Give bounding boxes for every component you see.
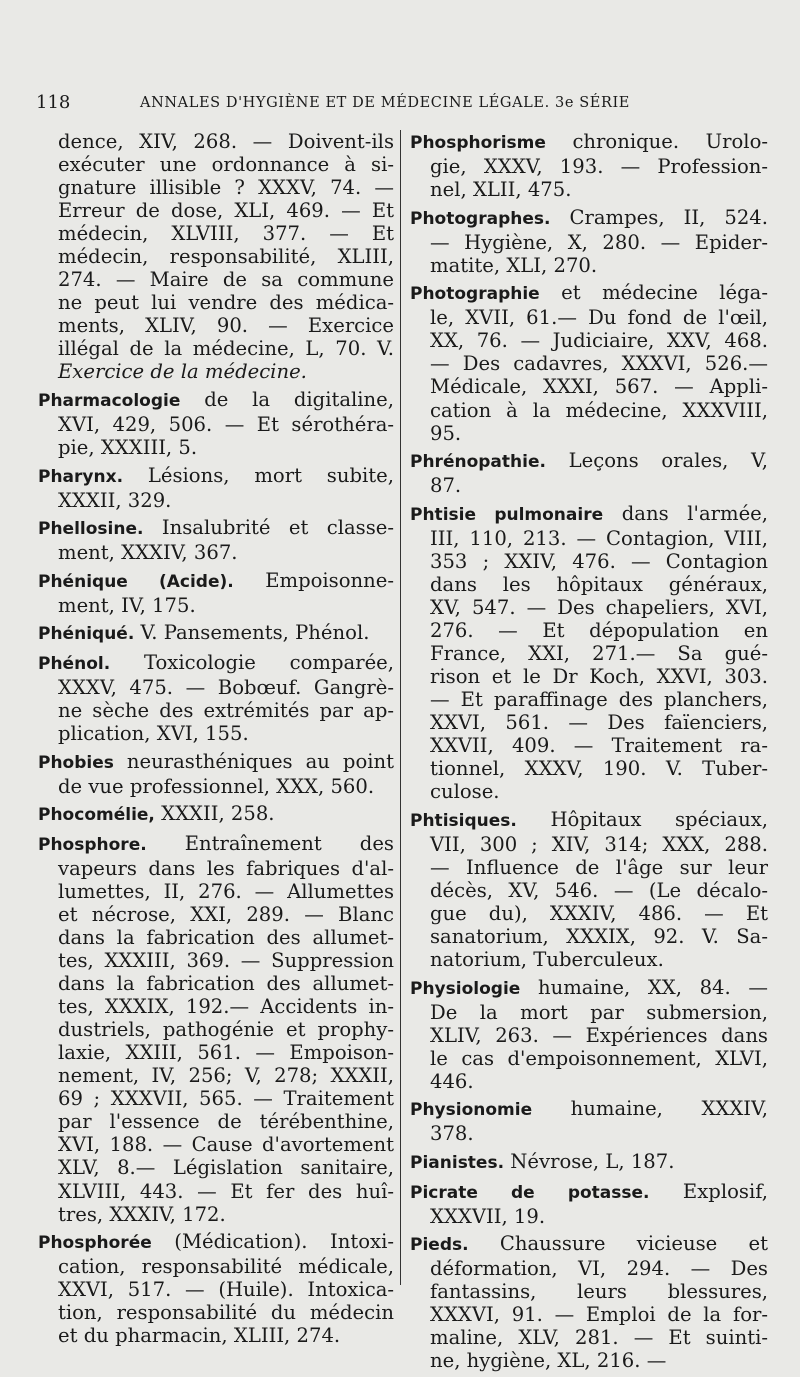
index-line: 446. bbox=[430, 1069, 474, 1093]
index-line: dence, XIV, 268. — Doivent-ils bbox=[58, 130, 394, 153]
index-line: Médicale, XXXI, 567. — Appli- bbox=[430, 375, 768, 399]
index-line bbox=[410, 449, 768, 474]
left-column bbox=[38, 130, 394, 1352]
index-line: 378. bbox=[430, 1122, 474, 1146]
index-line: 353 ; XXIV, 476. — Contagion bbox=[430, 549, 768, 573]
index-line: De la mort par submersion, bbox=[430, 1000, 768, 1024]
entry-text: humaine, XX, 84. — bbox=[520, 975, 768, 999]
entry-headword: Phosphore. bbox=[38, 834, 147, 855]
entry-text: (Médication). Intoxi- bbox=[151, 1230, 394, 1254]
index-line: exécuter une ordonnance à si- bbox=[58, 153, 394, 177]
index-line bbox=[38, 516, 394, 541]
index-line: dans la fabrication des allumet- bbox=[58, 972, 394, 996]
index-line: — Et paraffinage des planchers, bbox=[430, 688, 768, 712]
index-line: le cas d'empoisonnement, XLVI, bbox=[430, 1046, 768, 1070]
index-line: nel, XLII, 475. bbox=[430, 178, 572, 202]
entry-text: humaine, XXXIV, bbox=[532, 1097, 768, 1121]
running-title: ANNALES D'HYGIÈNE ET DE MÉDECINE LÉGALE. 3e SÉRIE bbox=[140, 95, 630, 111]
entry-headword: Phosphorée bbox=[38, 1233, 152, 1254]
entry-text: Explosif, bbox=[649, 1179, 768, 1203]
index-entry bbox=[410, 1232, 768, 1372]
index-entry bbox=[38, 1230, 394, 1347]
index-line: ment, XXXIV, 367. bbox=[58, 541, 238, 565]
entry-headword: Pieds. bbox=[410, 1235, 469, 1256]
index-line bbox=[410, 1180, 768, 1205]
index-line: décès, XV, 546. — (Le décalo- bbox=[430, 878, 768, 902]
index-line bbox=[410, 281, 768, 306]
index-entry bbox=[410, 449, 768, 497]
index-line: ments, XLIV, 90. — Exercice bbox=[58, 314, 394, 338]
entry-text: Insalubrité et classe- bbox=[143, 516, 394, 540]
entry-headword: Phéniqué. bbox=[38, 624, 135, 645]
index-entry bbox=[410, 206, 768, 277]
index-line: fantassins, leurs blessures, bbox=[430, 1280, 768, 1304]
index-line: cation à la médecine, XXXVIII, bbox=[430, 398, 768, 422]
entry-headword: Picrate de potasse. bbox=[410, 1182, 650, 1203]
index-line: XXVII, 409. — Traitement ra- bbox=[430, 734, 768, 758]
index-entry bbox=[410, 976, 768, 1093]
index-line: France, XXI, 271.— Sa gué- bbox=[430, 641, 768, 665]
index-line: le, XVII, 61.— Du fond de l'œil, bbox=[430, 306, 768, 330]
index-line: XLV, 8.— Législation sanitaire, bbox=[58, 1156, 394, 1180]
entry-headword: Phocomélie, bbox=[38, 805, 155, 826]
index-line: — Des cadavres, XXXVI, 526.— bbox=[430, 352, 768, 376]
right-column bbox=[410, 130, 768, 1377]
entry-text: Empoisonne- bbox=[233, 568, 394, 592]
index-line: sanatorium, XXXIX, 92. V. Sa- bbox=[430, 925, 768, 949]
index-line: ne, hygiène, XL, 216. — bbox=[430, 1349, 667, 1373]
index-line: illégal de la médecine, L, 70. V. bbox=[58, 337, 394, 361]
index-entry bbox=[38, 388, 394, 459]
index-line bbox=[38, 388, 394, 413]
index-line: XVI, 429, 506. — Et sérothéra- bbox=[58, 413, 394, 437]
entry-headword: Phtisiques. bbox=[410, 810, 517, 831]
index-line bbox=[410, 1097, 768, 1122]
index-line: Erreur de dose, XLI, 469. — Et bbox=[58, 199, 394, 223]
entry-headword: Pharmacologie bbox=[38, 391, 181, 412]
index-line: rison et le Dr Koch, XXVI, 303. bbox=[430, 665, 768, 689]
index-line: XXXVI, 91. — Emploi de la for- bbox=[430, 1303, 768, 1327]
index-line: tionnel, XXXV, 190. V. Tuber- bbox=[430, 757, 768, 781]
index-line: Exercice de la médecine. bbox=[58, 360, 307, 384]
column-divider bbox=[400, 130, 401, 1285]
index-line: plication, XVI, 155. bbox=[58, 722, 249, 746]
index-entry bbox=[38, 832, 394, 1226]
page-number: 118 bbox=[36, 92, 71, 113]
index-entry bbox=[38, 750, 394, 798]
index-line: — Influence de l'âge sur leur bbox=[430, 855, 768, 879]
index-line: 95. bbox=[430, 421, 462, 445]
index-line: XV, 547. — Des chapeliers, XVI, bbox=[430, 595, 768, 619]
index-line: 276. — Et dépopulation en bbox=[430, 618, 768, 642]
index-line: 274. — Maire de sa commune bbox=[58, 268, 394, 292]
index-entry bbox=[410, 502, 768, 804]
index-line: gie, XXXV, 193. — Profession- bbox=[430, 155, 768, 179]
index-line: XXXV, 475. — Bobœuf. Gangrè- bbox=[58, 676, 394, 700]
index-line: tes, XXXIX, 192.— Accidents in- bbox=[58, 995, 394, 1019]
index-line: vapeurs dans les fabriques d'al- bbox=[58, 856, 394, 880]
entry-headword: Pharynx. bbox=[38, 466, 124, 487]
entry-headword: Phosphorisme bbox=[410, 133, 546, 153]
index-line: III, 110, 213. — Contagion, VIII, bbox=[430, 526, 768, 550]
entry-text: Névrose, L, 187. bbox=[504, 1149, 675, 1173]
index-line: maline, XLV, 281. — Et suinti- bbox=[430, 1326, 768, 1350]
index-entry bbox=[410, 281, 768, 444]
index-line: XXXVII, 19. bbox=[430, 1204, 546, 1228]
index-line bbox=[38, 1230, 394, 1255]
index-line: ne sèche des extrémités par ap- bbox=[58, 699, 394, 723]
index-line: tres, XXXIV, 172. bbox=[58, 1202, 226, 1226]
entry-text: Hôpitaux spéciaux, bbox=[516, 807, 768, 831]
running-header bbox=[36, 92, 762, 118]
index-entry bbox=[410, 1180, 768, 1228]
index-entry bbox=[38, 621, 394, 646]
index-entry bbox=[38, 651, 394, 745]
index-entry bbox=[38, 802, 394, 827]
index-line: pie, XXXIII, 5. bbox=[58, 436, 198, 460]
index-line: et du pharmacin, XLIII, 274. bbox=[58, 1324, 341, 1348]
entry-headword: Phénique (Acide). bbox=[38, 571, 234, 592]
entry-headword: Phobies bbox=[38, 752, 114, 773]
index-line: ment, IV, 175. bbox=[58, 593, 196, 617]
index-line: VII, 300 ; XIV, 314; XXX, 288. bbox=[430, 832, 768, 856]
index-line: gue du), XXXIV, 486. — Et bbox=[430, 902, 768, 925]
entry-headword: Phellosine. bbox=[38, 519, 144, 540]
entry-headword: Photographie bbox=[410, 284, 540, 305]
index-line: cation, responsabilité médicale, bbox=[58, 1255, 394, 1279]
index-line: XXVI, 517. — (Huile). Intoxica- bbox=[58, 1278, 394, 1302]
entry-text: XXXII, 258. bbox=[154, 802, 275, 826]
index-line: et nécrose, XXI, 289. — Blanc bbox=[58, 902, 394, 926]
index-line: dans les hôpitaux généraux, bbox=[430, 572, 768, 596]
index-line: lumettes, II, 276. — Allumettes bbox=[58, 879, 394, 903]
entry-text: neurasthéniques au point bbox=[113, 749, 394, 773]
index-line: matite, XLI, 270. bbox=[430, 253, 598, 277]
entry-text: Lésions, mort subite, bbox=[123, 463, 394, 487]
index-entry bbox=[410, 808, 768, 971]
index-line bbox=[38, 621, 394, 646]
entry-text: dans l'armée, bbox=[603, 501, 768, 525]
entry-text: Crampes, II, 524. bbox=[550, 205, 768, 229]
index-line: — Hygiène, X, 280. — Epider- bbox=[430, 230, 768, 254]
index-entry bbox=[410, 1150, 768, 1175]
index-line: médecin, XLVIII, 377. — Et bbox=[58, 222, 394, 246]
index-line bbox=[410, 206, 768, 231]
index-line: dans la fabrication des allumet- bbox=[58, 926, 394, 949]
index-line bbox=[38, 832, 394, 857]
index-line: 69 ; XXXVII, 565. — Traitement bbox=[58, 1087, 394, 1111]
entry-headword: Phénol. bbox=[38, 653, 111, 674]
entry-text: Chaussure vicieuse et bbox=[468, 1232, 768, 1256]
entry-text: de la digitaline, bbox=[180, 388, 394, 412]
index-line: dustriels, pathogénie et prophy- bbox=[58, 1018, 394, 1042]
index-line: médecin, responsabilité, XLIII, bbox=[58, 245, 394, 269]
continued-entry bbox=[38, 130, 394, 384]
index-line bbox=[38, 569, 394, 594]
index-line bbox=[410, 130, 768, 155]
index-line bbox=[410, 1150, 768, 1175]
entry-text: Entraînement des bbox=[146, 831, 394, 855]
index-line: XVI, 188. — Cause d'avortement bbox=[58, 1133, 394, 1157]
index-entry bbox=[38, 516, 394, 564]
index-entry bbox=[410, 1097, 768, 1145]
entry-text: Leçons orales, V, bbox=[545, 449, 768, 473]
entry-headword: Physiologie bbox=[410, 978, 521, 999]
index-entry bbox=[410, 130, 768, 201]
entry-headword: Photographes. bbox=[410, 208, 551, 229]
index-line bbox=[410, 808, 768, 833]
entry-headword: Phtisie pulmonaire bbox=[410, 504, 604, 525]
entry-headword: Phrénopathie. bbox=[410, 452, 546, 473]
index-line: gnature illisible ? XXXV, 74. — bbox=[58, 176, 394, 200]
index-line: XX, 76. — Judiciaire, XXV, 468. bbox=[430, 329, 768, 353]
index-line: 87. bbox=[430, 474, 462, 498]
index-line bbox=[38, 802, 394, 827]
index-entry bbox=[38, 464, 394, 512]
entry-text: et médecine léga- bbox=[539, 281, 768, 305]
index-line: par l'essence de térébenthine, bbox=[58, 1110, 394, 1134]
index-line: tes, XXXIII, 369. — Suppression bbox=[58, 949, 394, 973]
index-entry bbox=[38, 569, 394, 617]
index-line bbox=[38, 464, 394, 489]
index-line: nement, IV, 256; V, 278; XXXII, bbox=[58, 1064, 394, 1088]
index-line: de vue professionnel, XXX, 560. bbox=[58, 774, 375, 798]
index-line: XXVI, 561. — Des faïenciers, bbox=[430, 711, 768, 735]
entry-text: Toxicologie comparée, bbox=[110, 650, 394, 674]
index-line: ne peut lui vendre des médica- bbox=[58, 291, 394, 315]
index-line bbox=[410, 1232, 768, 1257]
index-line: natorium, Tuberculeux. bbox=[430, 948, 664, 972]
index-line bbox=[38, 651, 394, 676]
index-line: laxie, XXIII, 561. — Empoison- bbox=[58, 1041, 394, 1065]
entry-headword: Pianistes. bbox=[410, 1152, 505, 1173]
index-line: XLVIII, 443. — Et fer des huî- bbox=[58, 1179, 394, 1203]
entry-headword: Physionomie bbox=[410, 1100, 533, 1121]
entry-text: chronique. Urolo- bbox=[545, 130, 768, 153]
index-line: tion, responsabilité du médecin bbox=[58, 1301, 394, 1325]
index-line bbox=[410, 502, 768, 527]
index-line: XLIV, 263. — Expériences dans bbox=[430, 1023, 768, 1047]
index-line: déformation, VI, 294. — Des bbox=[430, 1257, 768, 1281]
index-line bbox=[38, 750, 394, 775]
index-line bbox=[410, 976, 768, 1001]
index-line: XXXII, 329. bbox=[58, 488, 172, 512]
index-line: culose. bbox=[430, 780, 500, 804]
entry-text: V. Pansements, Phénol. bbox=[134, 621, 370, 645]
